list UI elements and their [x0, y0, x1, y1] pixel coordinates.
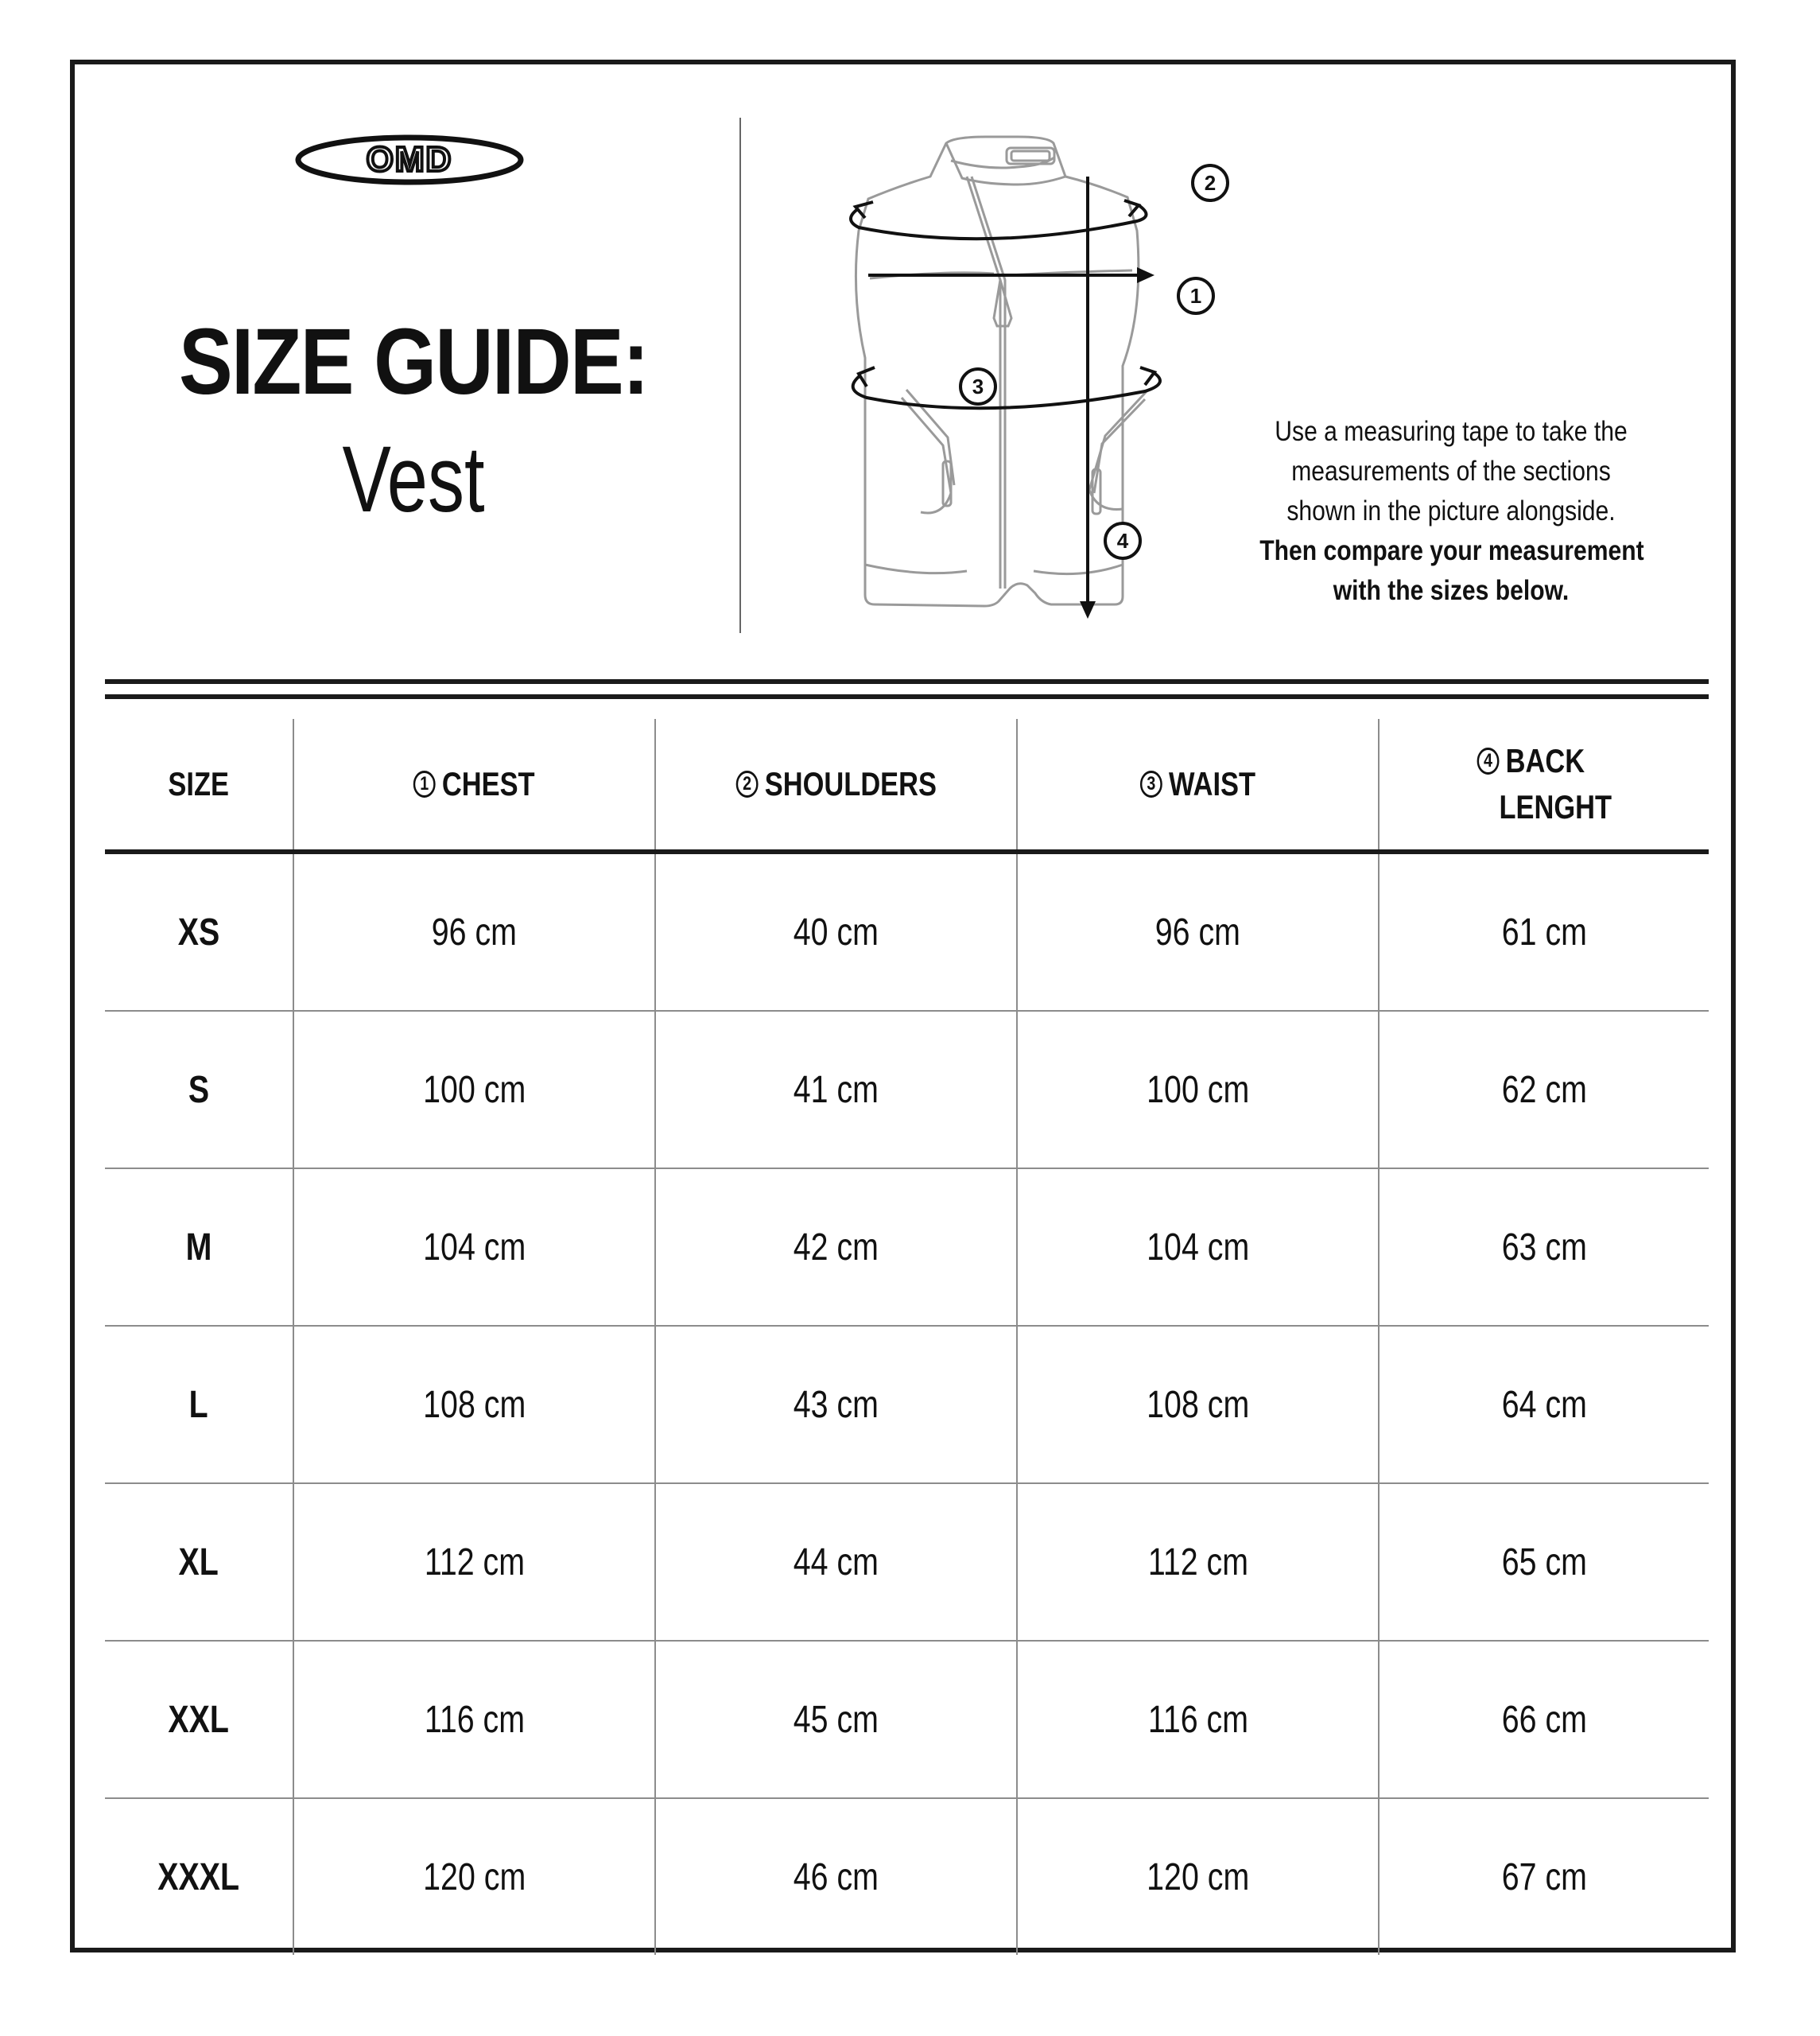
size-label: S: [188, 1068, 210, 1111]
table-row: [105, 1642, 1709, 1799]
vertical-divider: [739, 118, 741, 633]
back-length-value: 61 cm: [1501, 911, 1587, 954]
chest-measure-line: [868, 267, 1154, 283]
shoulders-value: 44 cm: [793, 1541, 879, 1583]
omd-logo: [294, 134, 525, 186]
shoulders-value: 41 cm: [793, 1068, 879, 1111]
chest-value: 100 cm: [422, 1068, 526, 1111]
waist-value: 112 cm: [1147, 1541, 1248, 1583]
svg-text:4: 4: [1116, 529, 1129, 553]
instruction-line: Use a measuring tape to take the: [1275, 416, 1628, 447]
waist-measure-line: [853, 367, 1160, 408]
marker-2: [1193, 165, 1228, 200]
waist-value: 116 cm: [1147, 1698, 1248, 1741]
instruction-bold-line: with the sizes below.: [1333, 575, 1570, 606]
instruction-line: shown in the picture alongside.: [1286, 495, 1616, 526]
table-row: [105, 1799, 1709, 1955]
waist-value: 108 cm: [1146, 1383, 1250, 1426]
back-length-value: 67 cm: [1501, 1855, 1587, 1898]
marker-3: [960, 369, 995, 404]
marker-2-icon: 2: [735, 771, 758, 798]
waist-value: 104 cm: [1146, 1226, 1250, 1269]
shoulders-value: 40 cm: [793, 911, 879, 954]
back-length-measure-line: [1080, 177, 1096, 619]
header-cell-chest: [293, 719, 654, 849]
table-row: [105, 854, 1709, 1012]
back-length-value: 63 cm: [1501, 1226, 1587, 1269]
table-row: [105, 1327, 1709, 1484]
marker-1: [1178, 278, 1213, 313]
table-header-row: [105, 719, 1709, 854]
shoulders-value: 45 cm: [793, 1698, 879, 1741]
svg-text:3: 3: [972, 375, 984, 398]
size-label: XL: [178, 1541, 219, 1583]
size-label: XXXL: [157, 1855, 240, 1898]
header-label-shoulders: SHOULDERS: [764, 765, 937, 802]
chest-value: 120 cm: [422, 1855, 526, 1898]
header-label-chest: CHEST: [442, 765, 535, 802]
header-label-size: SIZE: [168, 765, 230, 802]
table-row: [105, 1169, 1709, 1327]
vest-measurement-diagram: [827, 119, 1240, 628]
waist-value: 96 cm: [1154, 911, 1241, 954]
chest-value: 116 cm: [424, 1698, 525, 1741]
waist-value: 100 cm: [1146, 1068, 1250, 1111]
back-length-value: 65 cm: [1501, 1541, 1587, 1583]
chest-value: 104 cm: [422, 1226, 526, 1269]
marker-3-icon: 3: [1140, 771, 1162, 798]
title-block: [135, 310, 692, 531]
table-row: [105, 1012, 1709, 1169]
marker-1-icon: 1: [413, 771, 436, 798]
shoulders-measure-line: [851, 200, 1147, 239]
size-label: XS: [177, 911, 220, 954]
marker-4-icon: 4: [1477, 748, 1499, 775]
instructions-text: [1228, 412, 1674, 611]
page-subtitle: Vest: [342, 427, 485, 532]
size-label: M: [185, 1226, 212, 1269]
size-label: L: [188, 1383, 209, 1426]
shoulders-value: 46 cm: [793, 1855, 879, 1898]
back-length-value: 66 cm: [1501, 1698, 1587, 1741]
back-length-value: 62 cm: [1501, 1068, 1587, 1111]
size-label: XXL: [168, 1698, 230, 1741]
chest-value: 112 cm: [424, 1541, 525, 1583]
header-label-waist: WAIST: [1169, 765, 1256, 802]
instruction-line: measurements of the sections: [1291, 456, 1611, 487]
waist-value: 120 cm: [1146, 1855, 1250, 1898]
chest-value: 96 cm: [431, 911, 518, 954]
instruction-bold-line: Then compare your measurement: [1259, 535, 1644, 566]
shoulders-value: 43 cm: [793, 1383, 879, 1426]
double-rule-bottom: [105, 694, 1709, 699]
logo-text: OMD: [366, 140, 453, 179]
header-cell-waist: [1016, 719, 1378, 849]
header-label-back: BACK: [1505, 742, 1585, 779]
header-cell-size: [105, 719, 293, 849]
double-rule-top: [105, 679, 1709, 684]
shoulders-value: 42 cm: [793, 1226, 879, 1269]
page-title: SIZE GUIDE:: [178, 309, 649, 414]
back-length-value: 64 cm: [1501, 1383, 1587, 1426]
vest-outline: [856, 137, 1148, 606]
table-row: [105, 1484, 1709, 1642]
header-cell-shoulders: [654, 719, 1016, 849]
chest-value: 108 cm: [422, 1383, 526, 1426]
size-table: [105, 719, 1709, 1955]
marker-4: [1105, 523, 1140, 558]
header-label-length: LENGHT: [1499, 788, 1612, 826]
svg-text:1: 1: [1189, 284, 1202, 308]
header-cell-back-length: [1378, 719, 1709, 849]
svg-text:2: 2: [1204, 171, 1217, 195]
